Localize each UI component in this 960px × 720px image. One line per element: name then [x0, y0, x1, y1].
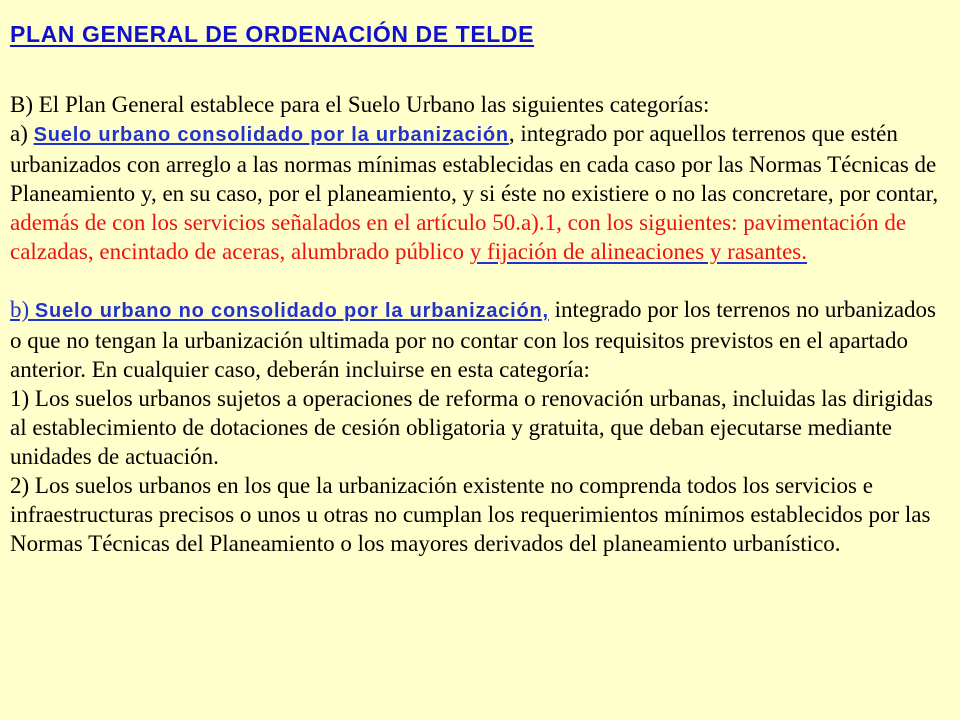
section-b-text: integrado por los terrenos no urbanizados o que no tengan la urbanización ultimada por no contar con los requisitos previstos en el apartado anterior. En cualquier caso, deberán incluirse en esta categoría: [10, 297, 936, 382]
section-a-paragraph [10, 119, 950, 266]
section-b-item-1: 1) Los suelos urbanos sujetos a operaciones de reforma o renovación urbanas, incluidas las dirigidas al establecimiento de dotaciones de cesión obligatoria y gratuita, que deban ejecutarse mediante unidades de actuación. [10, 386, 933, 469]
section-a-prefix: a) [10, 121, 34, 146]
section-a-term-link[interactable]: Suelo urbano consolidado por la urbanización [33, 124, 509, 146]
section-a-text: , integrado por aquellos terrenos que estén urbanizados con arreglo a las normas mínimas establecidas en cada caso por las Normas Técnicas de Planeamiento y, en su caso, por el planeamiento, y si éste no existiere o no las concretare, por contar, [10, 121, 939, 206]
section-a-red-link[interactable]: y fijación de alineaciones y rasantes. [469, 239, 807, 264]
section-b-term-link[interactable]: Suelo urbano no consolidado por la urbanización, [34, 300, 549, 322]
page-title: PLAN GENERAL DE ORDENACIÓN DE TELDE [10, 21, 535, 47]
section-b-prefix[interactable]: b) [10, 297, 35, 322]
section-a-red-text: además de con los servicios señalados en el artículo 50.a).1, con los siguientes: pavimentación de calzadas, encintado de aceras, alumbrado público [10, 210, 907, 264]
spacer [10, 50, 950, 90]
paragraph-gap [10, 266, 950, 295]
section-b-paragraph [10, 295, 950, 384]
body-text [10, 90, 950, 558]
section-b-item-2: 2) Los suelos urbanos en los que la urbanización existente no comprenda todos los servicios e infraestructuras precisos o unos u otras no cumplan los requerimientos mínimos establecidos por las Normas Técnicas del Planeamiento o los mayores derivados del planeamiento urbanístico. [10, 473, 931, 556]
intro-paragraph: B) El Plan General establece para el Suelo Urbano las siguientes categorías: [10, 92, 710, 117]
